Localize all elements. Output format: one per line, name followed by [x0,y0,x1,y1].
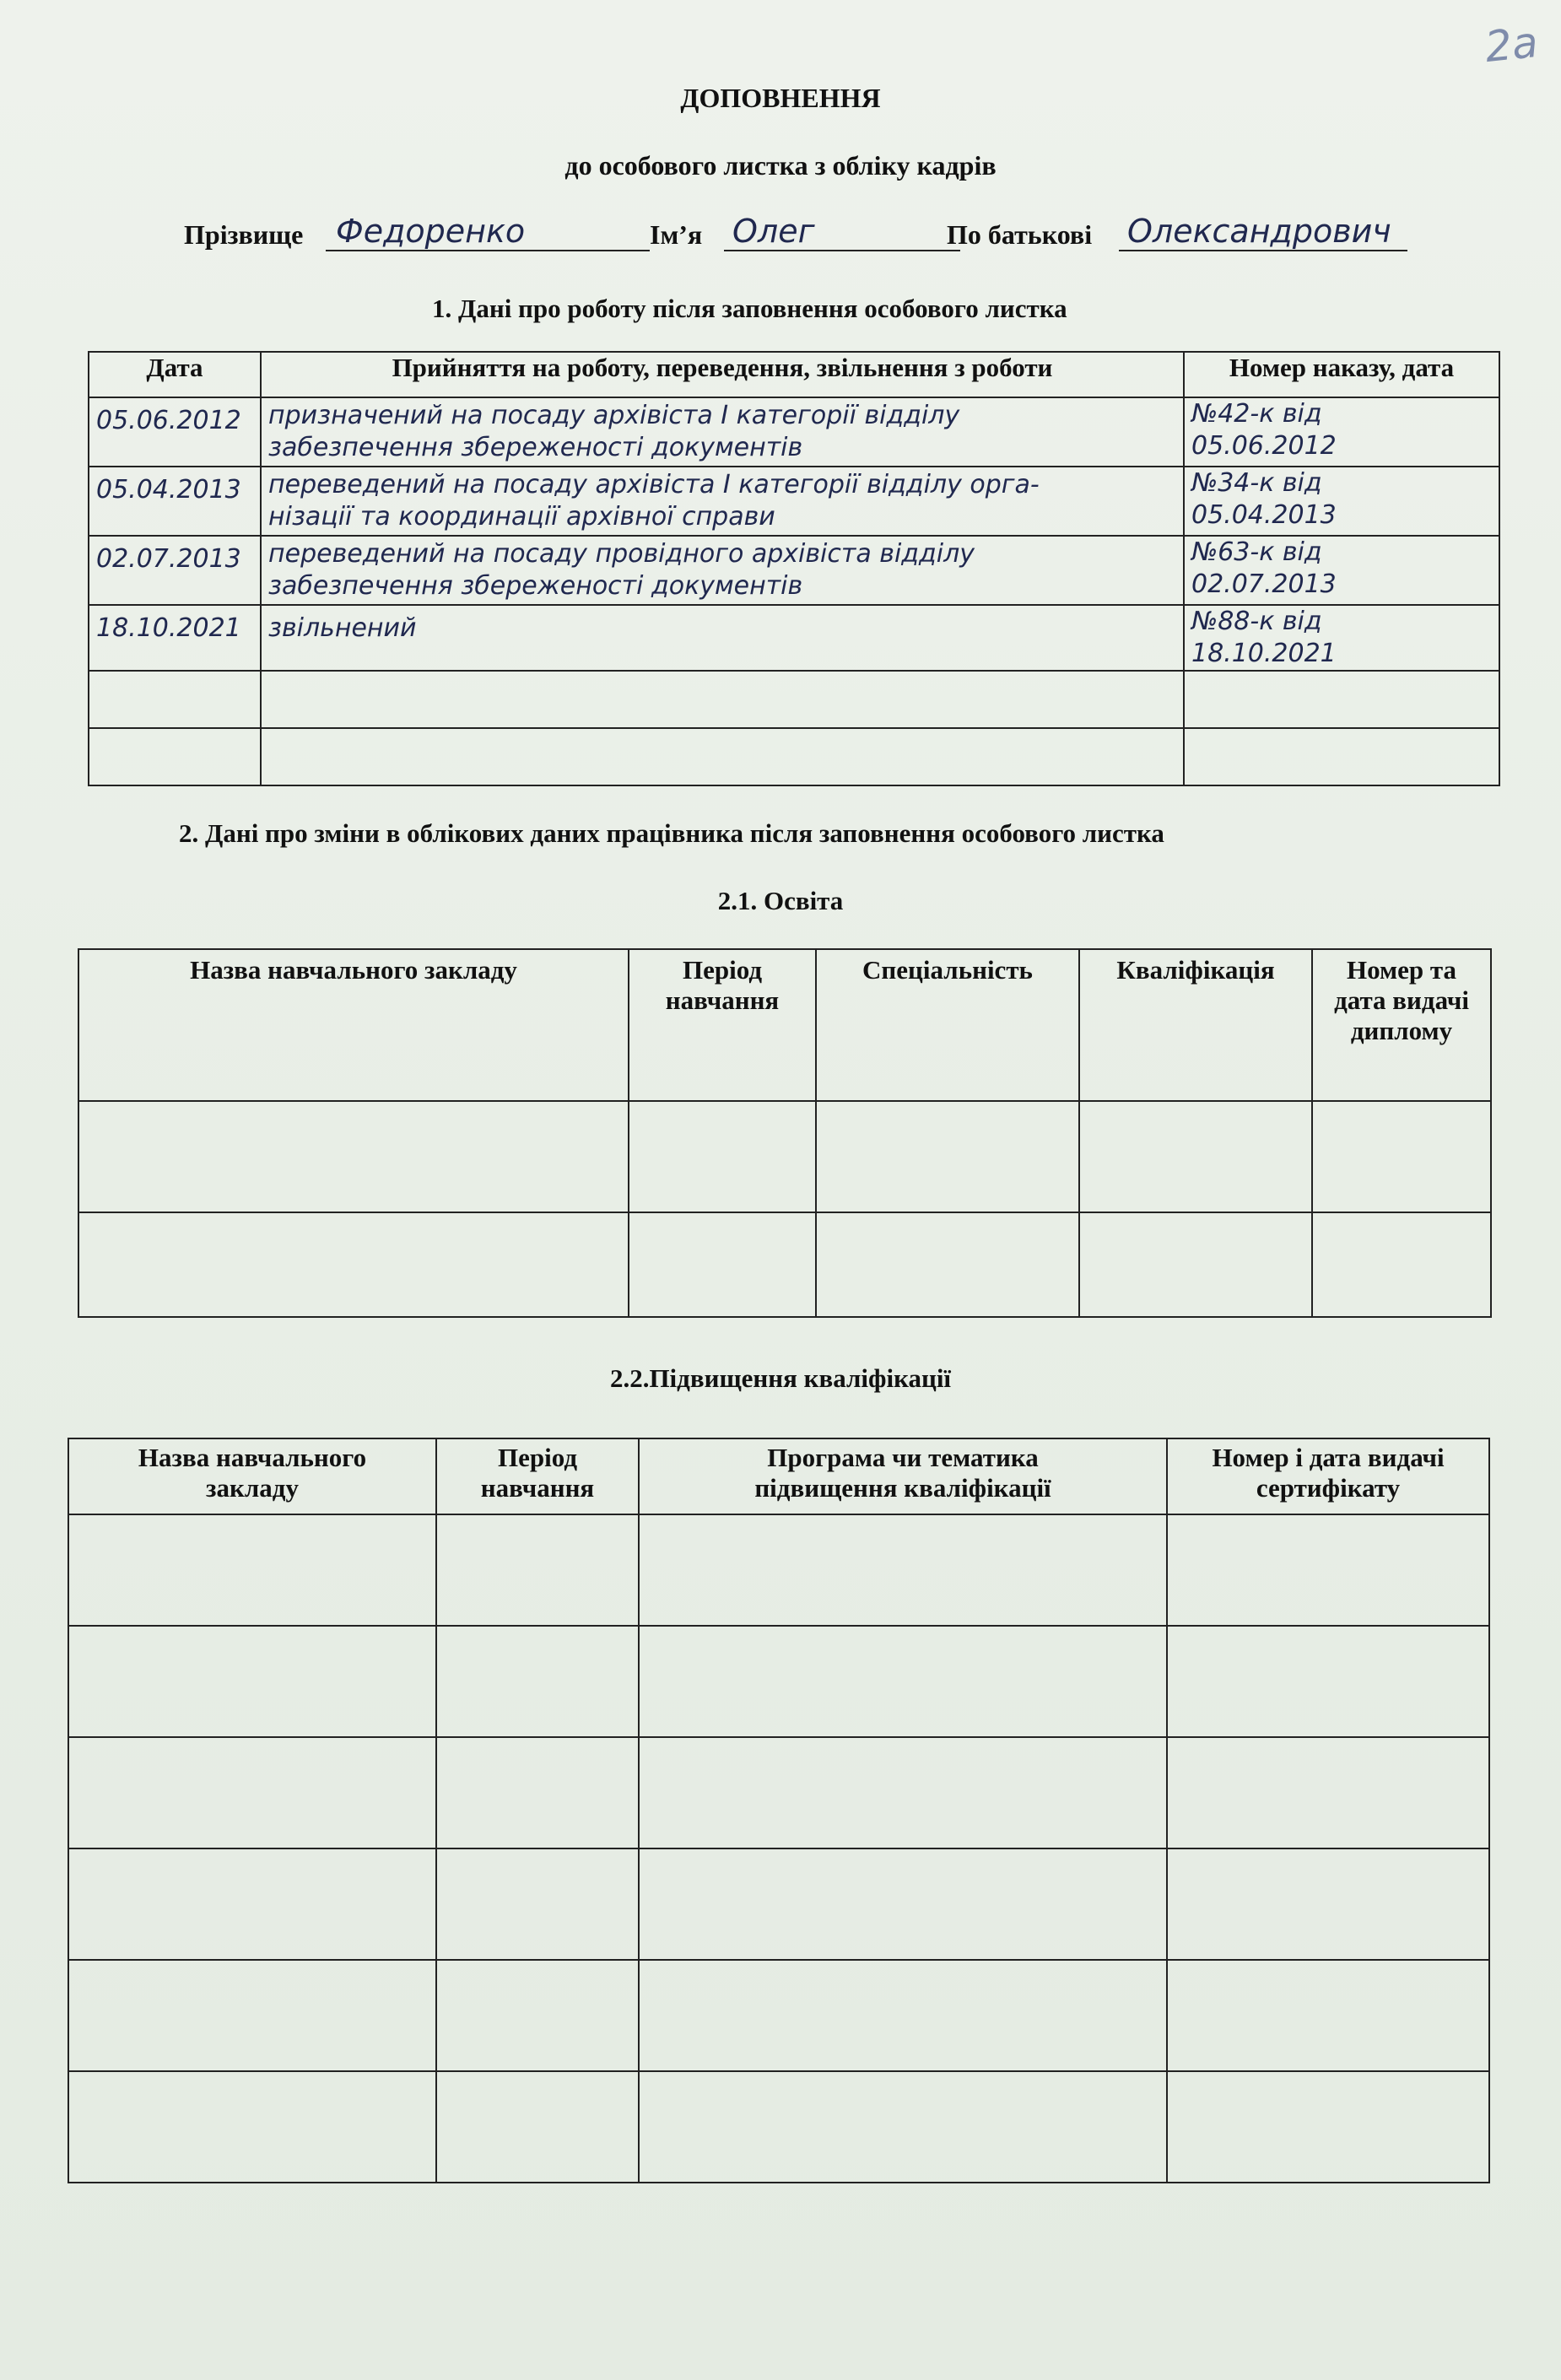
column-header: Прийняття на роботу, переведення, звільнення з роботи [261,352,1184,397]
empty-cell [639,1514,1167,1626]
empty-cell [68,1848,436,1960]
column-header: Програма чи тематика підвищення кваліфікації [639,1438,1167,1514]
empty-cell [436,1626,639,1737]
empty-cell [1167,1737,1489,1848]
column-header: Номер і дата видачі сертифікату [1167,1438,1489,1514]
empty-cell [89,671,261,728]
empty-cell [1167,1848,1489,1960]
table-row [78,1101,1491,1212]
column-header: Період навчання [436,1438,639,1514]
column-header: Кваліфікація [1079,949,1312,1101]
empty-cell [816,1101,1079,1212]
date-cell: 05.06.2012 [96,406,241,435]
table-row [68,1737,1489,1848]
empty-cell [68,1960,436,2071]
empty-cell [1079,1212,1312,1317]
empty-cell [436,1737,639,1848]
table-row [68,2071,1489,2183]
order-line: 05.04.2013 [1191,500,1337,530]
action-line: забезпечення збереженості документів [268,434,803,462]
empty-cell [436,1514,639,1626]
date-cell: 02.07.2013 [96,544,241,574]
surname-field: Федоренко [326,213,650,251]
empty-cell [78,1212,629,1317]
empty-cell [436,2071,639,2183]
work-history-table [88,351,1500,786]
empty-cell [1079,1101,1312,1212]
column-header: Назва навчального закладу [78,949,629,1101]
table-row [89,728,1499,785]
document-title: ДОПОВНЕННЯ [680,83,881,113]
table-row [78,1212,1491,1317]
action-line: звільнений [268,613,417,643]
empty-cell [261,671,1184,728]
table-header-row [89,352,1499,397]
empty-cell [1167,2071,1489,2183]
table-header-row [78,949,1491,1101]
empty-cell [1312,1212,1491,1317]
action-line: призначений на посаду архівіста І категорії відділу [268,401,960,430]
empty-cell [78,1101,629,1212]
date-cell: 18.10.2021 [96,613,241,643]
person-name-row [184,213,1416,260]
empty-cell [436,1848,639,1960]
action-line: забезпечення збереженості документів [268,572,803,601]
column-header: Номер та дата видачі диплому [1312,949,1491,1101]
empty-cell [639,1737,1167,1848]
surname-label: Прізвище [184,219,304,250]
empty-cell [68,1626,436,1737]
action-line: нізації та координації архівної справи [268,503,775,532]
column-header: Дата [89,352,261,397]
table-row [68,1514,1489,1626]
table-header-row [68,1438,1489,1514]
empty-cell [1167,1514,1489,1626]
empty-cell [639,1626,1167,1737]
education-heading: 2.1. Освіта [717,886,844,915]
qualification-heading: 2.2.Підвищення кваліфікації [609,1363,952,1393]
section2-heading: 2. Дані про зміни в облікових даних працівника після заповнення особового листка [179,818,1164,848]
section1-heading: 1. Дані про роботу після заповнення особового листка [432,294,1067,323]
qualification-table [68,1438,1490,2183]
empty-cell [629,1101,816,1212]
empty-cell [436,1960,639,2071]
table-row [68,1960,1489,2071]
empty-cell [1167,1626,1489,1737]
empty-cell [68,1737,436,1848]
empty-cell [1167,1960,1489,2071]
empty-cell [816,1212,1079,1317]
order-line: №63-к від [1191,537,1322,567]
education-table [78,948,1492,1318]
column-header: Назва навчального закладу [68,1438,436,1514]
empty-cell [1312,1101,1491,1212]
empty-cell [639,1848,1167,1960]
table-row [68,1848,1489,1960]
date-cell: 05.04.2013 [96,475,241,505]
empty-cell [68,1514,436,1626]
action-line: переведений на посаду провідного архівіста відділу [268,539,975,569]
empty-cell [639,1960,1167,2071]
table-row [89,467,1499,536]
order-line: №88-к від [1191,607,1322,636]
table-row [89,397,1499,467]
empty-cell [1184,728,1499,785]
name-field: Олег [724,213,960,251]
column-header: Номер наказу, дата [1184,352,1499,397]
order-line: №42-к від [1191,399,1322,429]
order-line: №34-к від [1191,468,1322,498]
table-row [89,671,1499,728]
order-line: 18.10.2021 [1191,639,1337,668]
order-line: 02.07.2013 [1191,569,1337,599]
table-row [89,605,1499,671]
column-header: Спеціальність [816,949,1079,1101]
name-label: Ім’я [650,219,703,250]
action-line: переведений на посаду архівіста І категорії відділу орга- [268,470,1040,499]
document-subtitle: до особового листка з обліку кадрів [564,150,997,181]
page-number: 2а [1482,17,1540,73]
empty-cell [629,1212,816,1317]
table-row [68,1626,1489,1737]
empty-cell [89,728,261,785]
empty-cell [1184,671,1499,728]
column-header: Період навчання [629,949,816,1101]
order-line: 05.06.2012 [1191,431,1337,461]
patronymic-field: Олександрович [1119,213,1407,251]
patronymic-label: По батькові [947,219,1093,250]
empty-cell [261,728,1184,785]
empty-cell [68,2071,436,2183]
table-row [89,536,1499,605]
empty-cell [639,2071,1167,2183]
